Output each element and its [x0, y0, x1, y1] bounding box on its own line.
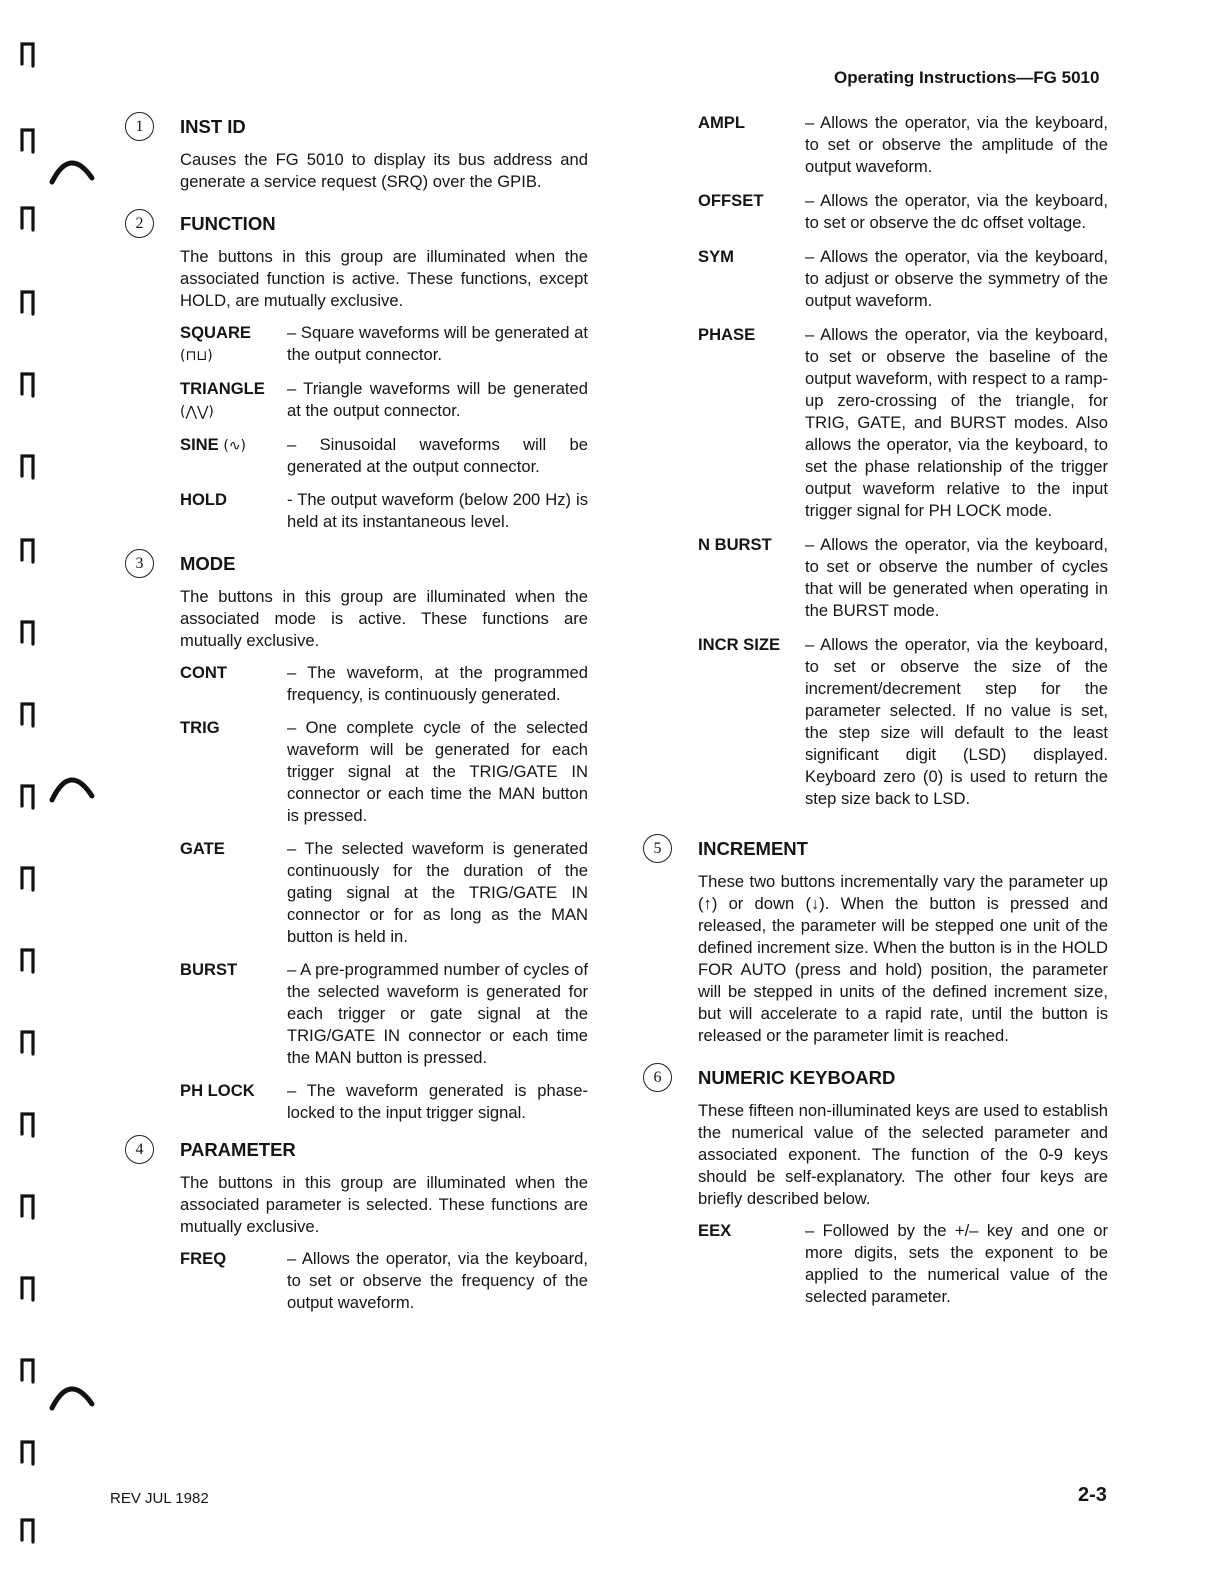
section-numeric-keyboard: [640, 1063, 1108, 1308]
term-label: SQUARE: [180, 323, 251, 342]
callout-number: 3: [125, 549, 154, 578]
section-inst-id: [122, 112, 588, 193]
definition-item: [180, 1080, 588, 1124]
section-function: [122, 209, 588, 533]
section-mode: [122, 549, 588, 1124]
definition-item: [698, 190, 1108, 234]
callout-number: 6: [643, 1063, 672, 1092]
term-definition: – Followed by the +/– key and one or more digits, sets the exponent to be applied to the numerical value of the selected parameter.: [805, 1221, 1108, 1306]
square-wave-icon: (⊓⊔): [180, 348, 213, 364]
binder-hole-marks: [0, 0, 100, 1574]
term-label: N BURST: [698, 535, 772, 554]
term-definition: – The waveform generated is phase-locked to the input trigger signal.: [287, 1081, 588, 1122]
term-label: INCR SIZE: [698, 635, 781, 654]
term-definition: – Allows the operator, via the keyboard, to set or observe the size of the increment/decrement step for the parameter selected. If no value is set, the step size will default to the least significant digit (LSD) displayed. Keyboard zero (0) is used to return the step size back to LSD.: [805, 635, 1108, 808]
term-definition: – The waveform, at the programmed frequency, is continuously generated.: [287, 663, 588, 704]
term-definition: – One complete cycle of the selected waveform will be generated for each trigger signal at the TRIG/GATE IN connector or each time the MAN button is pressed.: [287, 718, 588, 825]
revision-date: REV JUL 1982: [110, 1490, 209, 1507]
page-number: 2-3: [1078, 1484, 1107, 1506]
section-parameter: [122, 1135, 588, 1314]
term-definition: – Square waveforms will be generated at the output connector.: [287, 323, 588, 364]
term-definition: – Allows the operator, via the keyboard, to set or observe the frequency of the output waveform.: [287, 1249, 588, 1312]
section-description: These two buttons incrementally vary the parameter up (↑) or down (↓). When the button is pressed and released, the parameter will be stepped one unit of the defined increment size. When the button is in the HOLD FOR AUTO (press and hold) position, the parameter will be stepped in units of the defined increment size, but will accelerate to a rapid rate, until the button is released or the parameter limit is reached.: [698, 872, 1108, 1045]
term-label: SINE: [180, 435, 219, 454]
left-column: [122, 112, 588, 1325]
page-header: Operating Instructions—FG 5010: [834, 68, 1100, 87]
definition-item: [180, 717, 588, 827]
term-definition: – Sinusoidal waveforms will be generated at the output connector.: [287, 435, 588, 476]
section-title: FUNCTION: [180, 213, 276, 234]
term-label: EEX: [698, 1221, 732, 1240]
section-title: INCREMENT: [698, 838, 808, 859]
section-description: The buttons in this group are illuminated when the associated parameter is selected. These functions are mutually exclusive.: [180, 1173, 588, 1236]
term-label: SYM: [698, 247, 734, 266]
term-label: PHASE: [698, 325, 756, 344]
term-definition: – Allows the operator, via the keyboard, to set or observe the amplitude of the output waveform.: [805, 113, 1108, 176]
definition-item: [180, 489, 588, 533]
section-description: The buttons in this group are illuminated when the associated function is active. These functions, except HOLD, are mutually exclusive.: [180, 247, 588, 310]
callout-number: 2: [125, 209, 154, 238]
section-title: NUMERIC KEYBOARD: [698, 1067, 896, 1088]
term-label: HOLD: [180, 490, 228, 509]
parameter-continued: [640, 112, 1108, 810]
definition-item: [180, 959, 588, 1069]
definition-item: [180, 434, 588, 478]
term-label: PH LOCK: [180, 1081, 255, 1100]
right-column: [640, 112, 1108, 1319]
term-label: BURST: [180, 960, 238, 979]
term-label: FREQ: [180, 1249, 227, 1268]
term-definition: – The selected waveform is generated continuously for the duration of the gating signal at the TRIG/GATE IN connector or for as long as the MAN button is held in.: [287, 839, 588, 946]
triangle-wave-icon: (⋀⋁): [180, 404, 214, 420]
term-label: OFFSET: [698, 191, 764, 210]
term-label: AMPL: [698, 113, 746, 132]
sine-wave-icon: (∿): [223, 438, 247, 454]
definition-item: [180, 838, 588, 948]
definition-item: [698, 112, 1108, 178]
term-label: TRIG: [180, 718, 220, 737]
callout-number: 4: [125, 1135, 154, 1164]
section-title: MODE: [180, 553, 236, 574]
section-description: These fifteen non-illuminated keys are used to establish the numerical value of the selected parameter and associated exponent. The function of the 0-9 keys should be self-explanatory. The other four keys are briefly described below.: [698, 1101, 1108, 1208]
section-increment: [640, 834, 1108, 1047]
term-label: GATE: [180, 839, 225, 858]
definition-item: [698, 534, 1108, 622]
definition-item: [180, 1248, 588, 1314]
term-label: CONT: [180, 663, 228, 682]
definition-item: [180, 378, 588, 423]
term-definition: – Allows the operator, via the keyboard, to adjust or observe the symmetry of the output waveform.: [805, 247, 1108, 310]
section-title: INST ID: [180, 116, 246, 137]
term-definition: – A pre-programmed number of cycles of the selected waveform is generated for each trigger or gate signal at the TRIG/GATE IN connector or each time the MAN button is pressed.: [287, 960, 588, 1067]
term-definition: – Triangle waveforms will be generated at the output connector.: [287, 379, 588, 420]
term-label: TRIANGLE: [180, 379, 265, 398]
callout-number: 5: [643, 834, 672, 863]
definition-item: [698, 1220, 1108, 1308]
term-definition: – Allows the operator, via the keyboard, to set or observe the baseline of the output waveform, with respect to a ramp-up zero-crossing of the triangle, for TRIG, GATE, and BURST modes. Also allows the operator, via the keyboard, to set the phase relationship of the trigger output waveform relative to the input trigger signal for PH LOCK mode.: [805, 325, 1108, 520]
section-description: Causes the FG 5010 to display its bus address and generate a service request (SRQ) over the GPIB.: [180, 150, 588, 191]
term-definition: – Allows the operator, via the keyboard, to set or observe the number of cycles that will be generated when operating in the BURST mode.: [805, 535, 1108, 620]
definition-item: [698, 246, 1108, 312]
callout-number: 1: [125, 112, 154, 141]
section-title: PARAMETER: [180, 1139, 296, 1160]
definition-item: [698, 324, 1108, 522]
section-description: The buttons in this group are illuminated when the associated mode is active. These functions are mutually exclusive.: [180, 587, 588, 650]
definition-item: [180, 322, 588, 367]
definition-item: [698, 634, 1108, 810]
term-definition: - The output waveform (below 200 Hz) is held at its instantaneous level.: [287, 490, 588, 531]
term-definition: – Allows the operator, via the keyboard, to set or observe the dc offset voltage.: [805, 191, 1108, 232]
definition-item: [180, 662, 588, 706]
